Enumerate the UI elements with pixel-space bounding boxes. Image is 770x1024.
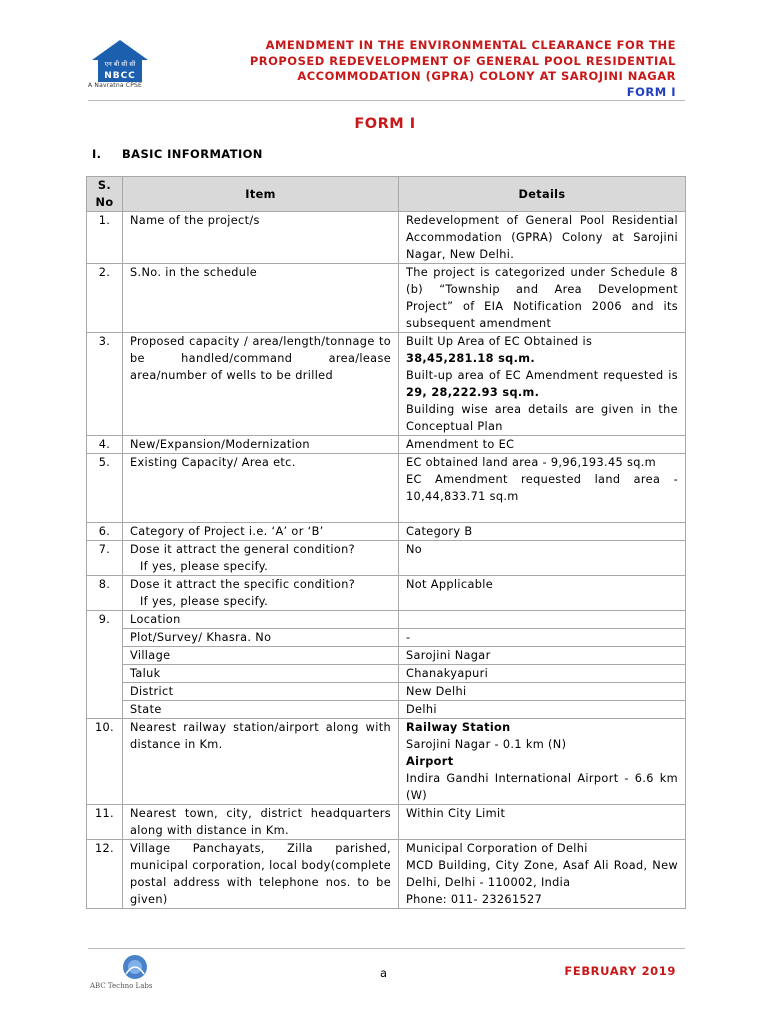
- table-row: [87, 523, 686, 541]
- row-item: Dose it attract the general condition? If yes, please specify.: [123, 541, 399, 576]
- row-sno: 5.: [87, 454, 123, 523]
- table-header-row: [87, 177, 686, 212]
- row-details: Built Up Area of EC Obtained is 38,45,281.18 sq.m. Built-up area of EC Amendment requested is 29, 28,222.93 sq.m. Building wise area details are given in the Conceptual Plan: [399, 333, 686, 436]
- row-sno: 12.: [87, 840, 123, 909]
- section-number: I.: [92, 147, 102, 161]
- header-item: Item: [123, 177, 399, 212]
- row-item: S.No. in the schedule: [123, 264, 399, 333]
- basic-information-table: [86, 176, 686, 909]
- row-item: New/Expansion/Modernization: [123, 436, 399, 454]
- table-row: [87, 454, 686, 523]
- table-row: [87, 212, 686, 264]
- row-details: Category B: [399, 523, 686, 541]
- title-line-2: PROPOSED REDEVELOPMENT OF GENERAL POOL RESIDENTIAL: [249, 53, 676, 68]
- table-row: [87, 333, 686, 436]
- row-details: The project is categorized under Schedule 8 (b) “Township and Area Development Project” of EIA Notification 2006 and its subsequent amendment: [399, 264, 686, 333]
- row-sno: 8.: [87, 576, 123, 611]
- row-sno: 7.: [87, 541, 123, 576]
- row-item: Name of the project/s: [123, 212, 399, 264]
- table-row: [87, 840, 686, 909]
- row-sno: 2.: [87, 264, 123, 333]
- row-sno: 4.: [87, 436, 123, 454]
- row-details: Railway Station Sarojini Nagar - 0.1 km (N) Airport Indira Gandhi International Airport - 6.6 km (W): [399, 719, 686, 805]
- table-subrow: [87, 701, 686, 719]
- row-details: Sarojini Nagar: [399, 647, 686, 665]
- row-details: New Delhi: [399, 683, 686, 701]
- table-subrow: [87, 683, 686, 701]
- table-subrow: [87, 665, 686, 683]
- form-tag: FORM I: [626, 84, 676, 99]
- row-item: Nearest railway station/airport along with distance in Km.: [123, 719, 399, 805]
- header-details: Details: [399, 177, 686, 212]
- row-details: [399, 611, 686, 629]
- row-details: Within City Limit: [399, 805, 686, 840]
- table-row: [87, 264, 686, 333]
- row-sno: 11.: [87, 805, 123, 840]
- page-header: [0, 0, 770, 100]
- header-sno: S. No: [87, 177, 123, 212]
- row-item: Existing Capacity/ Area etc.: [123, 454, 399, 523]
- row-sno: 3.: [87, 333, 123, 436]
- table-row: [87, 611, 686, 629]
- table-row: [87, 436, 686, 454]
- row-item: State: [123, 701, 399, 719]
- logo-tagline: A Navratna CPSE: [88, 82, 143, 89]
- section-heading: [92, 147, 263, 161]
- title-line-3: ACCOMMODATION (GPRA) COLONY AT SAROJINI NAGAR: [297, 69, 676, 83]
- row-sno: 6.: [87, 523, 123, 541]
- table-row: [87, 805, 686, 840]
- row-item: Nearest town, city, district headquarters along with distance in Km.: [123, 805, 399, 840]
- footer-logo-text: ABC Techno Labs: [90, 982, 153, 990]
- row-item: Village Panchayats, Zilla parished, municipal corporation, local body(complete postal address with telephone nos. to be given): [123, 840, 399, 909]
- page-number: a: [380, 966, 388, 980]
- table-row: [87, 576, 686, 611]
- row-item: Village: [123, 647, 399, 665]
- footer-date: FEBRUARY 2019: [564, 964, 676, 978]
- row-details: Amendment to EC: [399, 436, 686, 454]
- row-sno: 9.: [87, 611, 123, 719]
- row-item: Category of Project i.e. ‘A’ or ‘B’: [123, 523, 399, 541]
- logo-hindi-text: एन बी सी सी: [104, 60, 136, 68]
- row-sno: 10.: [87, 719, 123, 805]
- table-subrow: [87, 647, 686, 665]
- document-title: [206, 38, 676, 100]
- footer-divider: [88, 948, 685, 949]
- logo-text: NBCC: [104, 71, 136, 81]
- row-item: Taluk: [123, 665, 399, 683]
- title-line-1: AMENDMENT IN THE ENVIRONMENTAL CLEARANCE FOR THE: [265, 38, 676, 52]
- table-row: [87, 541, 686, 576]
- table-row: [87, 719, 686, 805]
- row-details: No: [399, 541, 686, 576]
- header-divider: [88, 100, 685, 101]
- row-item: Plot/Survey/ Khasra. No: [123, 629, 399, 647]
- table-subrow: [87, 629, 686, 647]
- row-details: Chanakyapuri: [399, 665, 686, 683]
- row-details: -: [399, 629, 686, 647]
- row-details: Delhi: [399, 701, 686, 719]
- row-details: Not Applicable: [399, 576, 686, 611]
- row-item: Dose it attract the specific condition? If yes, please specify.: [123, 576, 399, 611]
- row-details: Redevelopment of General Pool Residential Accommodation (GPRA) Colony at Sarojini Nagar, New Delhi.: [399, 212, 686, 264]
- row-sno: 1.: [87, 212, 123, 264]
- row-item: Proposed capacity / area/length/tonnage to be handled/command area/lease area/number of wells to be drilled: [123, 333, 399, 436]
- row-details: Municipal Corporation of Delhi MCD Building, City Zone, Asaf Ali Road, New Delhi, Delhi - 110002, India Phone: 011- 23261527: [399, 840, 686, 909]
- section-title: BASIC INFORMATION: [122, 147, 263, 161]
- form-title: FORM I: [354, 116, 416, 132]
- row-item: Location: [123, 611, 399, 629]
- row-item: District: [123, 683, 399, 701]
- row-details: EC obtained land area - 9,96,193.45 sq.m EC Amendment requested land area - 10,44,833.71 sq.m: [399, 454, 686, 523]
